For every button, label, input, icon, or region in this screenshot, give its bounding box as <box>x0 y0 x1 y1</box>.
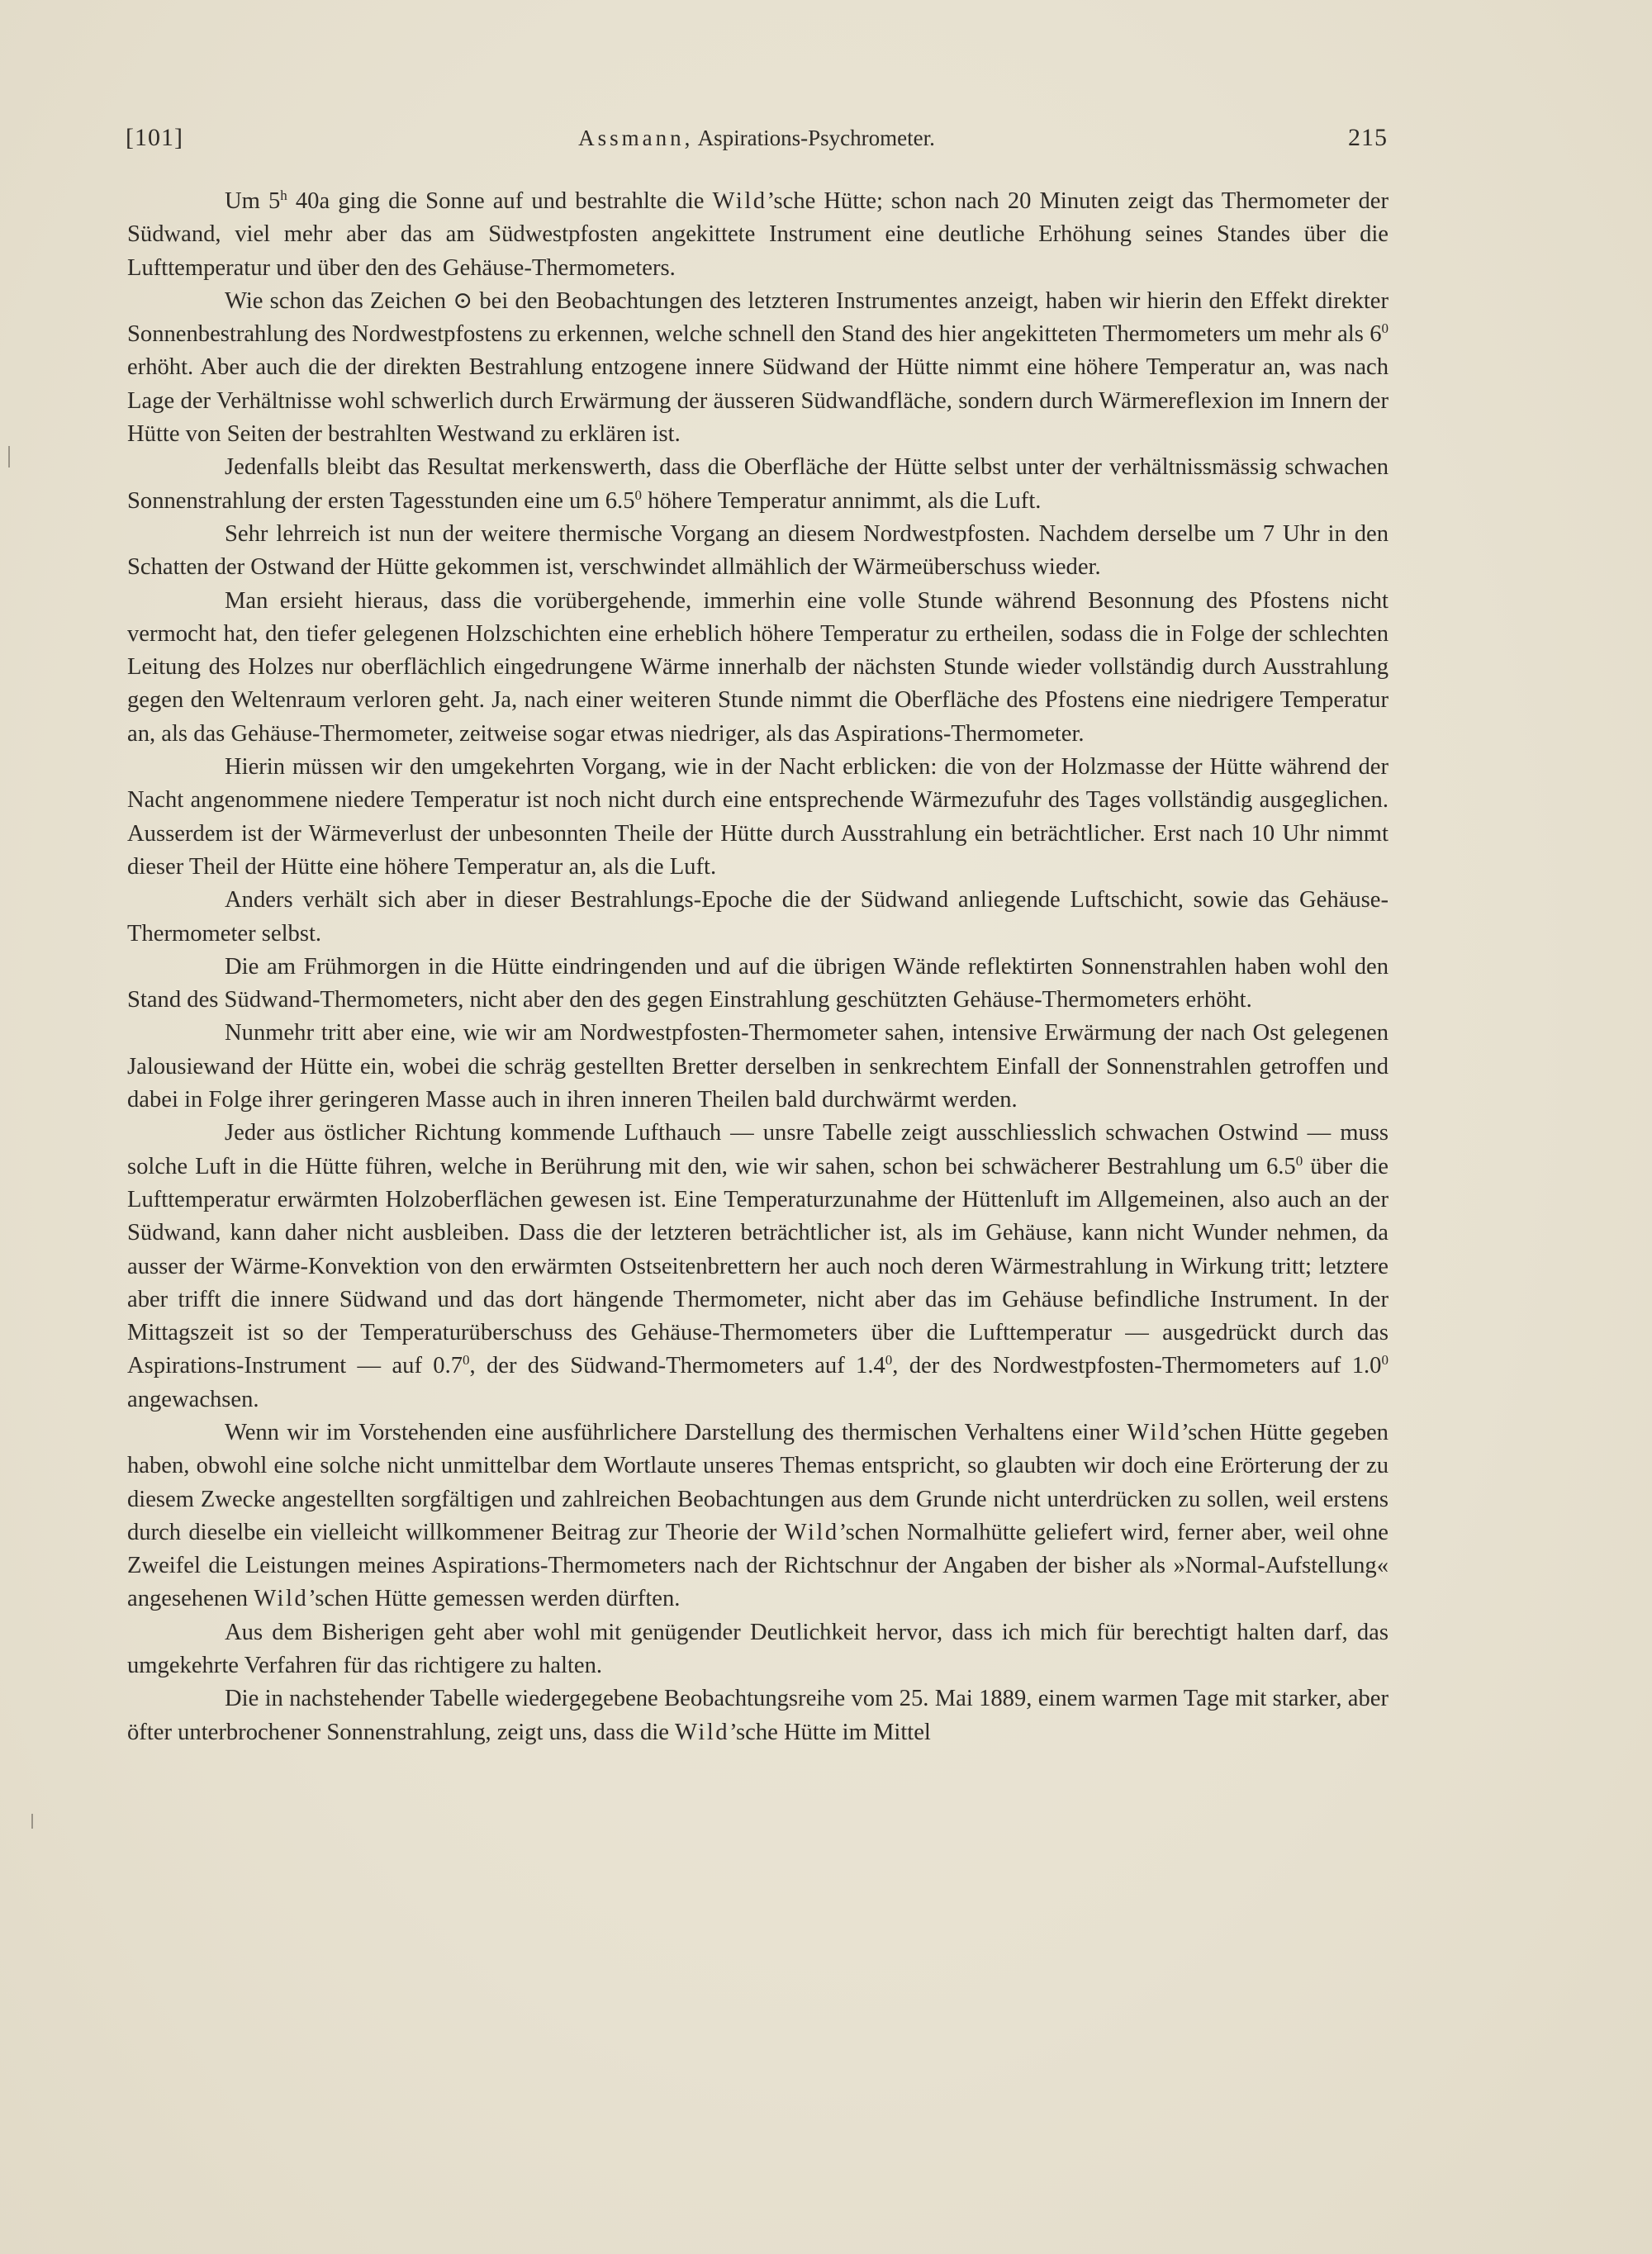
author-name: Assmann, <box>578 126 694 150</box>
paragraph-8: Die am Frühmorgen in die Hütte eindringenden und auf die übrigen Wände reflektirten Sonnenstrahlen haben wohl den Stand des Südwand-Thermometers, nicht aber den des gegen Einstrahlung geschützten Gehäuse-Thermometers erhöht. <box>127 953 1389 1013</box>
paragraph-2: Wie schon das Zeichen ⊙ bei den Beobachtungen des letzteren Instrumentes anzeigt, haben wir hierin den Effekt direkter Sonnenbestrahlung des Nordwestpfostens zu erkennen, welche schnell den Stand des hier angekitteten Thermometers um mehr als $6^0$ erhöht. Aber auch die der direkten Bestrahlung entzogene innere Südwand der Hütte nimmt eine höhere Temperatur an, was nach Lage der Verhältnisse wohl schwerlich durch Erwärmung der äusseren Südwandfläche, sondern durch Wärmereflexion im Innern der Hütte von Seiten der bestrahlten Westwand zu erklären ist. <box>127 287 1389 448</box>
running-header <box>126 124 1388 160</box>
paragraph-11: Wenn wir im Vorstehenden eine ausführlichere Darstellung des thermischen Verhaltens einer Wild’schen Hütte gegeben haben, obwohl eine solche nicht unmittelbar dem Wortlaute unseres Themas entspricht, so glaubten wir doch eine Erörterung der zu diesem Zwecke angestellten sorgfältigen und zahlreichen Beobachtungen aus dem Grunde nicht unterdrücken zu sollen, weil erstens durch dieselbe ein vielleicht willkommener Beitrag zur Theorie der Wild’schen Normalhütte geliefert wird, ferner aber, weil ohne Zweifel die Leistungen meines Aspirations-Thermometers nach der Richtschnur der Angaben der bisher als »Normal-Aufstellung« angesehenen Wild’schen Hütte gemessen werden dürften. <box>127 1419 1389 1612</box>
paragraph-13: Die in nachstehender Tabelle wiedergegebene Beobachtungsreihe vom 25. Mai 1889, einem warmen Tage mit starker, aber öfter unterbrochener Sonnenstrahlung, zeigt uns, dass die Wild’sche Hütte im Mittel <box>127 1686 1389 1745</box>
name-wild: Wild <box>712 188 767 214</box>
name-wild: Wild <box>1127 1419 1182 1445</box>
paragraph-4: Sehr lehrreich ist nun der weitere thermische Vorgang an diesem Nordwestpfosten. Nachdem derselbe um 7 Uhr in den Schatten der Ostwand der Hütte gekommen ist, verschwindet allmählich der Wärmeüberschuss wieder. <box>127 520 1389 581</box>
paragraph-6: Hierin müssen wir den umgekehrten Vorgang, wie in der Nacht erblicken: die von der Holzmasse der Hütte während der Nacht angenommene niedere Temperatur ist noch nicht durch eine entsprechende Wärmezufuhr des Tages vollständig ausgeglichen. Ausserdem ist der Wärmeverlust der unbesonnten Theile der Hütte durch Ausstrahlung ein beträchtlicher. Erst nach 10 Uhr nimmt dieser Theil der Hütte eine höhere Temperatur an, als die Luft. <box>127 754 1389 880</box>
page-number: 215 <box>1348 124 1388 151</box>
name-wild: Wild <box>254 1586 309 1612</box>
paragraph-3: Jedenfalls bleibt das Resultat merkenswerth, dass die Oberfläche der Hütte selbst unter der verhältnissmässig schwachen Sonnenstrahlung der ersten Tagesstunden eine um $6.5^0$ höhere Temperatur annimmt, als die Luft. <box>127 454 1389 514</box>
paragraph-5: Man ersieht hieraus, dass die vorübergehende, immerhin eine volle Stunde während Besonnung des Pfostens nicht vermocht hat, den tiefer gelegenen Holzschichten eine erheblich höhere Temperatur zu ertheilen, sodass die in Folge der schlechten Leitung des Holzes nur oberflächlich eingedrungene Wärme innerhalb der nächsten Stunde wieder vollständig durch Ausstrahlung gegen den Weltenraum verloren geht. Ja, nach einer weiteren Stunde nimmt die Oberfläche des Pfostens eine niedrigere Temperatur an, als das Gehäuse-Thermometer, zeitweise sogar etwas niedriger, als das Aspirations-Thermometer. <box>127 587 1389 747</box>
paragraph-12: Aus dem Bisherigen geht aber wohl mit genügender Deutlichkeit hervor, dass ich mich für berechtigt halten darf, das umgekehrte Verfahren für das richtigere zu halten. <box>127 1619 1389 1679</box>
page-reference: [101] <box>126 124 183 151</box>
paragraph-9: Nunmehr tritt aber eine, wie wir am Nordwestpfosten-Thermometer sahen, intensive Erwärmung der nach Ost gelegenen Jalousiewand der Hütte ein, wobei die schräg gestellten Bretter derselben in senkrechtem Einfall der Sonnenstrahlen getroffen und dabei in Folge ihrer geringeren Masse auch in ihren inneren Theilen bald durchwärmt werden. <box>127 1020 1389 1113</box>
paragraph-1: Um 5$^h$ 40a ging die Sonne auf und bestrahlte die Wild’sche Hütte; schon nach 20 Minuten zeigt das Thermometer der Südwand, viel mehr aber das am Südwestpfosten angekittete Instrument eine deutliche Erhöhung seines Standes über die Lufttemperatur und über den des Gehäuse-Thermometers. <box>127 187 1389 281</box>
margin-mark <box>31 1814 33 1829</box>
running-title <box>126 126 1388 151</box>
paragraph-7: Anders verhält sich aber in dieser Bestrahlungs-Epoche die der Südwand anliegende Luftschicht, sowie das Gehäuse-Thermometer selbst. <box>127 887 1389 947</box>
name-wild: Wild <box>675 1719 730 1745</box>
article-title: Aspirations-Psychrometer. <box>697 126 935 150</box>
paragraph-10: Jeder aus östlicher Richtung kommende Lufthauch — unsre Tabelle zeigt ausschliesslich schwachen Ostwind — muss solche Luft in die Hütte führen, welche in Berührung mit den, wie wir sahen, schon bei schwächerer Bestrahlung um $6.5^0$ über die Lufttemperatur erwärmten Holzoberflächen gewesen ist. Eine Temperaturzunahme der Hüttenluft im Allgemeinen, also auch an der Südwand, kann daher nicht ausbleiben. Dass die der letzteren beträchtlicher ist, als im Gehäuse, kann nicht Wunder nehmen, da ausser der Wärme-Konvektion von den erwärmten Ostseitenbrettern her auch noch deren Wärmestrahlung in Wirkung tritt; letztere aber trifft die innere Südwand und das dort hängende Thermometer, nicht aber das im Gehäuse befindliche Instrument. In der Mittagszeit ist so der Temperaturüberschuss des Gehäuse-Thermometers über die Lufttemperatur — ausgedrückt durch das Aspirations-Instrument — auf $0.7^0$, der des Südwand-Thermometers auf $1.4^0$, der des Nordwestpfosten-Thermometers auf $1.0^0$ angewachsen. <box>127 1120 1389 1412</box>
margin-mark <box>8 446 10 467</box>
body-text <box>127 185 1389 1749</box>
name-wild: Wild <box>784 1519 839 1545</box>
